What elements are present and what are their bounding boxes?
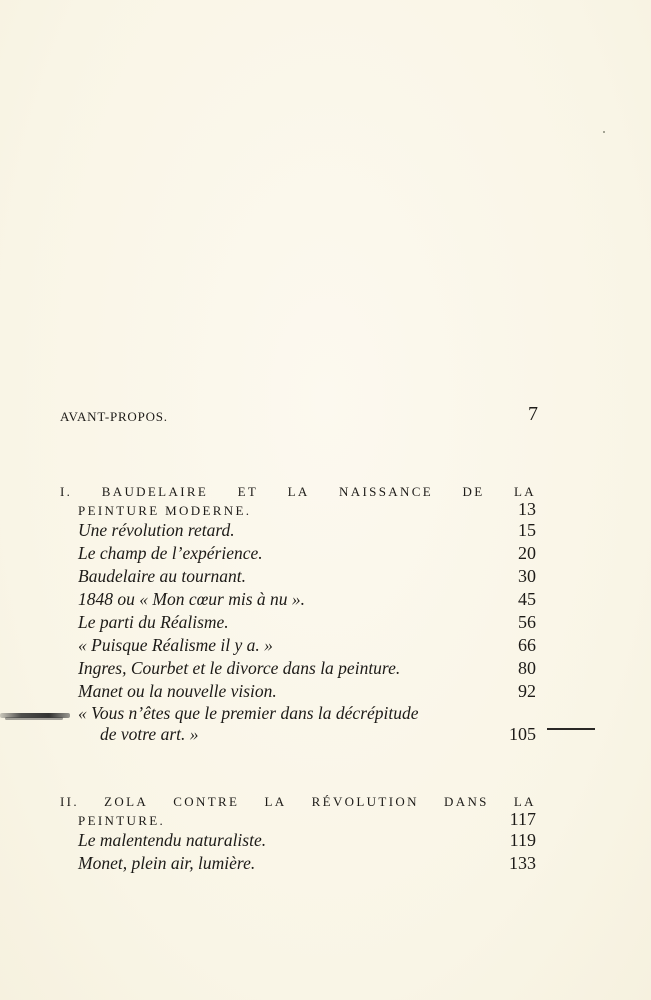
section-1-heading-line1 [60, 483, 536, 501]
heading-word: I. [60, 484, 73, 499]
toc-entry-title: Une révolution retard. [78, 520, 235, 540]
heading-word: II. [60, 794, 79, 809]
heading-word: RÉVOLUTION [311, 794, 419, 809]
toc-entry-page: 45 [518, 589, 536, 609]
toc-avant-propos [60, 405, 538, 427]
toc-entry-title: Le parti du Réalisme. [78, 612, 229, 632]
toc-entry [78, 565, 536, 588]
toc-entry-title-line1: « Vous n’êtes que le premier dans la décrépitude [78, 703, 419, 723]
toc-entry-page: 92 [518, 681, 536, 701]
toc-entry [78, 657, 536, 680]
section-2-heading-line1 [60, 793, 536, 811]
toc-entry-title: Manet ou la nouvelle vision. [78, 681, 277, 701]
toc-entry [78, 542, 536, 565]
toc-entry-page: 30 [518, 566, 536, 586]
toc-entry-title-line2: de votre art. » [100, 724, 199, 744]
margin-pencil-mark-shadow [5, 717, 63, 720]
toc-entry-title [78, 703, 419, 745]
avant-propos-label: AVANT-PROPOS. [60, 409, 168, 424]
paper-speck [603, 131, 605, 133]
toc-entry-title: « Puisque Réalisme il y a. » [78, 635, 273, 655]
heading-word: NAISSANCE [339, 484, 434, 499]
toc-entry-title: Ingres, Courbet et le divorce dans la peinture. [78, 658, 401, 678]
section-2-heading [60, 793, 536, 831]
section-1-heading-line2 [60, 501, 536, 521]
section-2-heading-continuation: PEINTURE. [78, 813, 166, 828]
toc-entry [78, 852, 536, 875]
heading-word: LA [513, 794, 536, 809]
margin-ink-line [547, 728, 595, 730]
heading-word: ZOLA [104, 794, 149, 809]
toc-entry-page: 80 [518, 658, 536, 678]
toc-entry [78, 680, 536, 703]
toc-entry [78, 634, 536, 657]
section-1-page: 13 [518, 499, 536, 519]
toc-entry-page: 66 [518, 635, 536, 655]
toc-entry-page: 15 [518, 520, 536, 540]
toc-entry-page: 119 [509, 830, 536, 850]
heading-word: DE [462, 484, 485, 499]
heading-word: ET [237, 484, 259, 499]
toc-entry-page: 56 [518, 612, 536, 632]
toc-entry [78, 611, 536, 634]
heading-word: LA [264, 794, 287, 809]
toc-entry [78, 588, 536, 611]
heading-word: LA [513, 484, 536, 499]
toc-entry-title: 1848 ou « Mon cœur mis à nu ». [78, 589, 306, 609]
section-2-page: 117 [509, 809, 536, 829]
section-1-entries [78, 519, 536, 745]
toc-entry [78, 703, 536, 745]
avant-propos-page: 7 [528, 403, 538, 425]
toc-entry-title: Baudelaire au tournant. [78, 566, 247, 586]
section-1-heading-continuation: PEINTURE MODERNE. [78, 503, 252, 518]
toc-entry [78, 519, 536, 542]
section-2-heading-line2 [60, 811, 536, 831]
heading-word: BAUDELAIRE [101, 484, 209, 499]
heading-word: CONTRE [173, 794, 240, 809]
section-1-heading [60, 483, 536, 521]
toc-entry-page: 133 [509, 853, 536, 873]
section-2-entries [78, 829, 536, 875]
toc-entry-title: Le champ de l’expérience. [78, 543, 263, 563]
heading-word: DANS [443, 794, 489, 809]
toc-entry-page: 105 [509, 724, 536, 744]
toc-entry-title: Le malentendu naturaliste. [78, 830, 267, 850]
heading-word: LA [287, 484, 310, 499]
toc-entry-page: 20 [518, 543, 536, 563]
toc-entry-title: Monet, plein air, lumière. [78, 853, 256, 873]
toc-entry [78, 829, 536, 852]
